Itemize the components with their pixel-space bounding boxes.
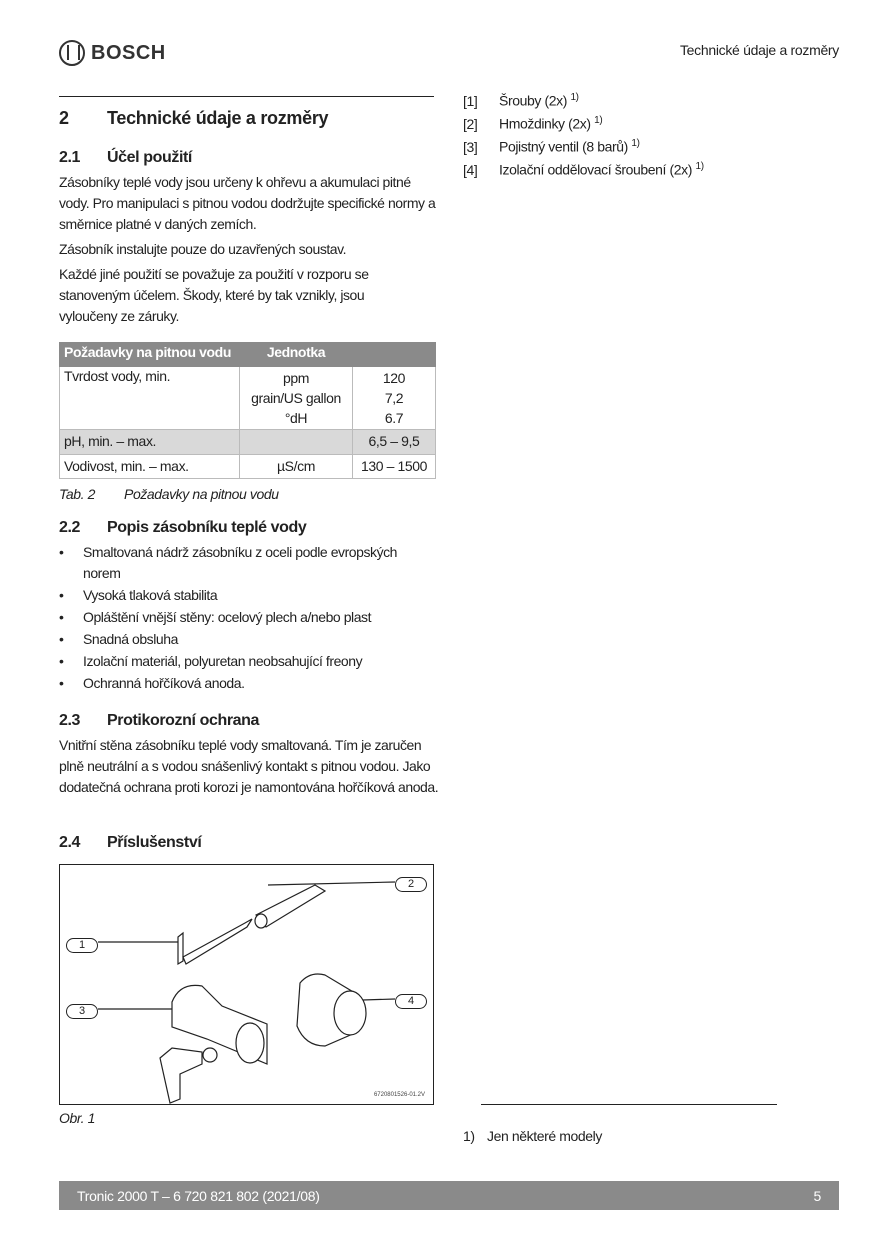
callout-4: 4 (395, 991, 427, 1009)
footnote-divider (481, 1104, 777, 1105)
brand-name: BOSCH (91, 41, 166, 64)
column-header (353, 343, 436, 367)
table-row: Vodivost, min. – max. µS/cm 130 – 1500 (60, 455, 436, 479)
list-item: • Snadná obsluha (59, 629, 429, 650)
paragraph: Zásobníky teplé vody jsou určeny k ohřevu a akumulaci pitné vody. Pro manipulaci s pitnou vodou dodržujte specifické normy a směrnice platné v daných zemích. (59, 174, 436, 232)
accessories-figure (59, 864, 434, 1105)
accessories-legend (463, 88, 704, 181)
divider (59, 96, 434, 97)
heading-2-4: 2.4 Příslušenství (59, 834, 202, 851)
bosch-logo (59, 40, 166, 66)
legend-item: [1] Šrouby (2x) $^{1)}$ (463, 92, 579, 109)
figure-caption: Obr. 1 (59, 1110, 95, 1126)
callout-3: 3 (66, 1001, 98, 1019)
document-id: Tronic 2000 T – 6 720 821 802 (2021/08) (77, 1187, 320, 1204)
list-item: • Ochranná hořčíková anoda. (59, 673, 429, 694)
figure-code: 6720801526-01.2V (373, 1092, 425, 1098)
bosch-armature-icon (59, 40, 85, 66)
callout-2: 2 (395, 874, 427, 892)
page-footer (59, 1181, 839, 1210)
wall-plug-icon (255, 885, 325, 928)
heading-2-2: 2.2 Popis zásobníku teplé vody (59, 519, 307, 536)
safety-valve-icon (160, 985, 267, 1103)
list-item: • Smaltovaná nádrž zásobníku z oceli podle evropských norem (59, 542, 429, 584)
list-item: • Vysoká tlaková stabilita (59, 585, 429, 606)
section-heading: 2 Technické údaje a rozměry (59, 108, 329, 128)
table-row: pH, min. – max. 6,5 – 9,5 (60, 430, 436, 455)
accessories-illustration (60, 865, 433, 1104)
legend-item: [2] Hmoždinky (2x) $^{1)}$ (463, 115, 603, 132)
table-caption: Tab. 2 Požadavky na pitnou vodu (59, 486, 279, 502)
paragraph: Každé jiné použití se považuje za použití v rozporu se stanoveným účelem. Škody, které by tak vznikly, jsou vyloučeny ze záruky. (59, 266, 369, 324)
heading-2-3: 2.3 Protikorozní ochrana (59, 712, 260, 729)
list-item: • Opláštění vnější stěny: ocelový plech a/nebo plast (59, 607, 429, 628)
legend-item: [4] Izolační oddělovací šroubení (2x) $^{1)}$ (463, 161, 704, 179)
list-item: • Izolační materiál, polyuretan neobsahující freony (59, 651, 429, 672)
heading-2-1: 2.1 Účel použití (59, 149, 192, 166)
callout-1: 1 (66, 935, 98, 953)
footnote: 1) Jen některé modely (463, 1128, 602, 1144)
feature-list (59, 542, 429, 695)
screw-icon (178, 919, 252, 964)
table-row: Tvrdost vody, min. ppm grain/US gallon °dH 120 7,2 6.7 (60, 367, 436, 430)
paragraph: Zásobník instalujte pouze do uzavřených soustav. (59, 241, 347, 257)
running-header: Technické údaje a rozměry (679, 42, 839, 58)
paragraph: Vnitřní stěna zásobníku teplé vody smaltovaná. Tím je zaručen plně neutrální a s vodou snášenlivý kontakt s pitnou vodou. Jako dodatečná ochrana proti korozi je namontována hořčíková anoda. (59, 737, 439, 795)
page-number: 5 (813, 1187, 821, 1204)
union-fitting-icon (297, 974, 366, 1046)
water-requirements-table (59, 342, 436, 479)
legend-item: [3] Pojistný ventil (8 barů) $^{1)}$ (463, 138, 640, 155)
column-header: Požadavky na pitnou vodu (60, 343, 240, 367)
column-header: Jednotka (240, 343, 353, 367)
